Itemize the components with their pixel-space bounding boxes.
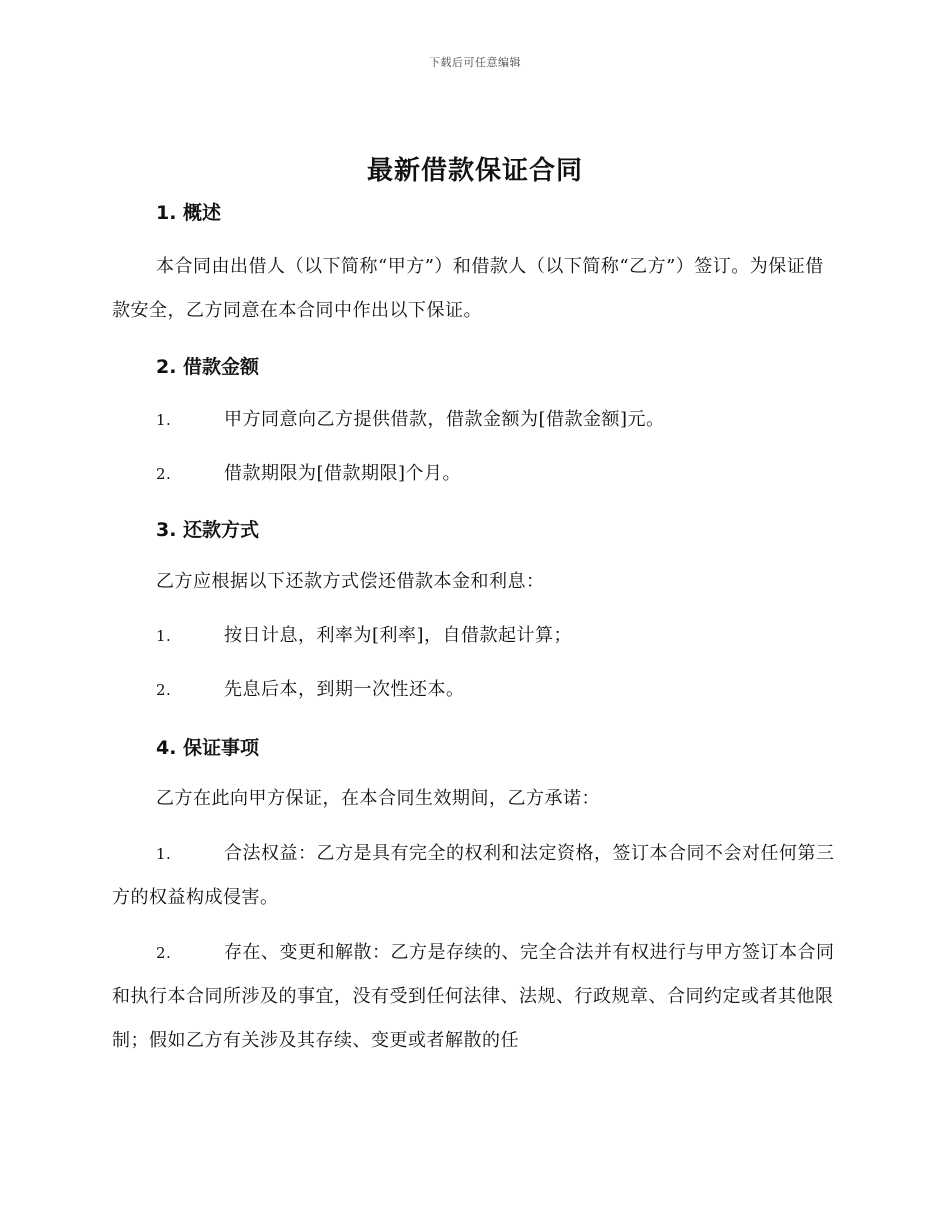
header-note: 下载后可任意编辑: [429, 56, 521, 69]
list-item-text: 按日计息，利率为[利率]，自借款起计算；: [224, 625, 573, 646]
list-item-number: 1.: [156, 411, 172, 429]
section-3-heading: 3. 还款方式: [156, 519, 260, 541]
list-item-number: 2.: [156, 944, 172, 962]
list-item-text: 合法权益：乙方是具有完全的权利和法定资格，签订本合同不会对任何第三方的权益构成侵害。: [112, 843, 835, 908]
list-item-text: 借款期限为[借款期限]个月。: [224, 463, 462, 484]
list-item: [112, 452, 840, 496]
section-3-paragraph: 乙方应根据以下还款方式偿还借款本金和利息：: [156, 571, 545, 592]
list-item: [112, 931, 840, 1063]
list-item: [112, 832, 840, 920]
list-item: [112, 398, 840, 442]
section-1-heading: 1. 概述: [156, 202, 222, 224]
section-2-heading: 2. 借款金额: [156, 356, 260, 378]
list-item: [112, 668, 840, 712]
section-4-heading: 4. 保证事项: [156, 737, 260, 759]
list-item-number: 1.: [156, 845, 172, 863]
list-item: [112, 614, 840, 658]
document-title: 最新借款保证合同: [366, 156, 583, 186]
list-item-number: 1.: [156, 627, 172, 645]
section-4-paragraph: 乙方在此向甲方保证，在本合同生效期间，乙方承诺：: [156, 788, 600, 809]
list-item-text: 先息后本，到期一次性还本。: [224, 679, 465, 700]
list-item-number: 2.: [156, 681, 172, 699]
list-item-number: 2.: [156, 465, 172, 483]
section-1-paragraph: 本合同由出借人（以下简称“甲方”）和借款人（以下简称“乙方”）签订。为保证借款安全，乙方同意在本合同中作出以下保证。: [112, 256, 824, 321]
list-item-text: 甲方同意向乙方提供借款，借款金额为[借款金额]元。: [224, 409, 665, 430]
list-item-text: 存在、变更和解散：乙方是存续的、完全合法并有权进行与甲方签订本合同和执行本合同所涉及的事宜，没有受到任何法律、法规、行政规章、合同约定或者其他限制；假如乙方有关涉及其存续、变更或者解散的任: [112, 942, 835, 1051]
